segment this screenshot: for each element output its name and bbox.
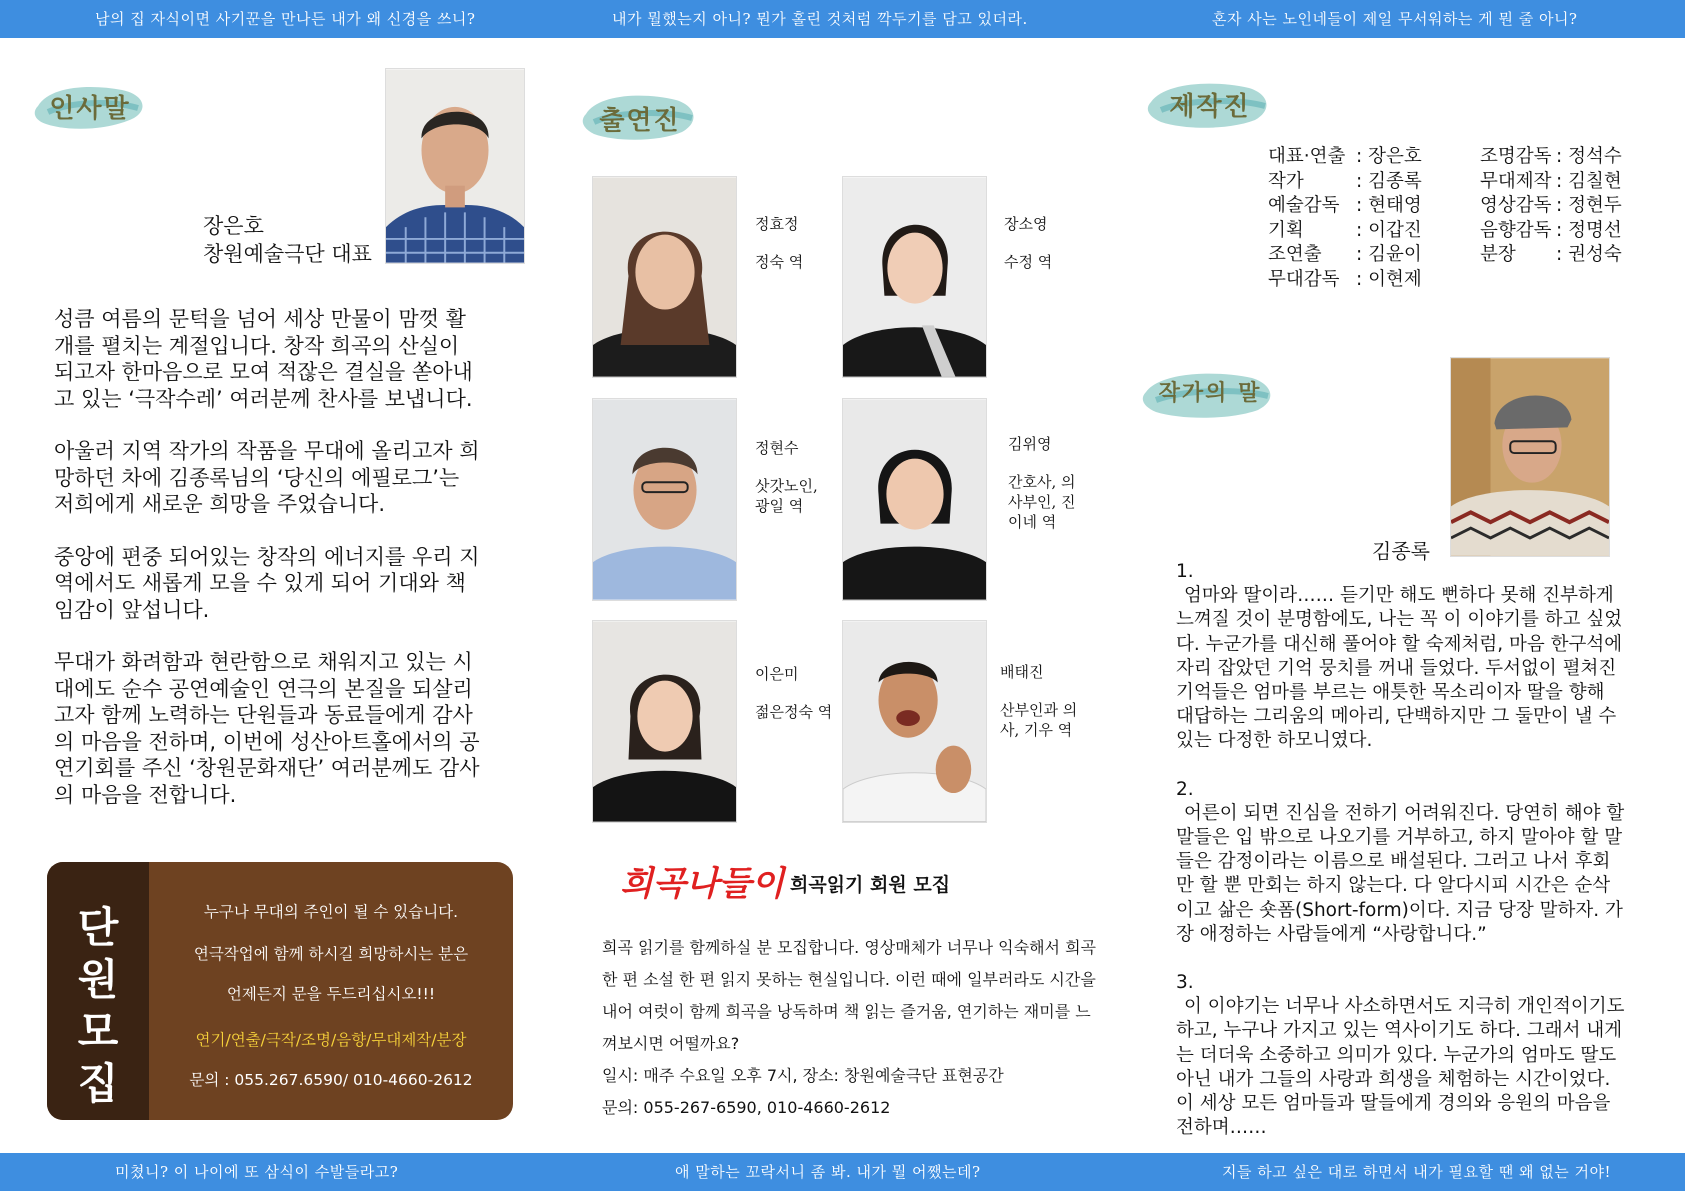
author-section-text: 어른이 되면 진심을 전하기 어려워진다. 당연히 해야 할 말들은 입 밖으로 나오기를 거부하고, 하지 말아야 할 말들은 감정이라는 이름으로 배설된다. 그러고 나서 후회만 할 뿐 만회는 하지 않는다. 다 알다시피 시간은 순삭이고 삶은 숏폼(Short-form)이다. 지금 당장 말하자. 가장 애정하는 사람들에게 “사랑합니다.” [1176, 802, 1625, 945]
greeting-paragraph: 중앙에 편중 되어있는 창작의 에너지를 우리 지역에서도 새롭게 모을 수 있게 되어 기대와 책임감이 앞섭니다. [54, 544, 480, 622]
recruit-line-2: 연극작업에 함께 하시길 희망하시는 분은 [193, 945, 469, 963]
director-name: 장은호 [203, 214, 264, 238]
director-title: 창원예술극단 대표 [203, 242, 372, 266]
cast-name-1: 정효정 [755, 215, 799, 233]
top-quote-1: 남의 집 자식이면 사기꾼을 만나든 내가 왜 신경을 쓰니? [95, 10, 476, 28]
greeting-paragraph: 아울러 지역 작가의 작품을 무대에 올리고자 희망하던 차에 김종록님의 ‘당신의 에필로그’는 저희에게 새로운 희망을 주었습니다. [54, 439, 480, 516]
staff-row: 조연출 : 김윤이 [1268, 244, 1422, 265]
script-club-schedule: 일시: 매주 수요일 오후 7시, 장소: 창원예술극단 표현공간 [602, 1066, 1004, 1085]
cast-photo-6 [842, 620, 987, 823]
cast-name-4: 김위영 [1008, 435, 1052, 453]
author-badge [1140, 360, 1280, 420]
cast-role-6: 산부인과 의사, 기우 역 [1000, 701, 1078, 739]
staff-row: 분장 : 권성숙 [1480, 244, 1622, 265]
staff-list-left [1268, 145, 1422, 292]
author-section-text: 이 이야기는 너무나 사소하면서도 지극히 개인적이기도 하고, 누구나 가지고 있는 역사이기도 하다. 그래서 내게는 더더욱 소중하고 의미가 있다. 누군가의 엄마도 딸도 아닌 내가 그들의 사랑과 희생을 체험하는 시간이었다. 이 세상 모든 엄마들과 딸들에게 경의와 응원의 마음을 전하며…… [1176, 996, 1625, 1139]
script-club-title: 희곡나들이 [620, 864, 785, 904]
cast-name-5: 이은미 [755, 665, 799, 683]
recruit-line-1: 누구나 무대의 주인이 될 수 있습니다. [203, 903, 459, 921]
staff-row: 예술감독 : 현태영 [1268, 195, 1422, 216]
greeting-paragraph: 무대가 화려함과 현란함으로 채워지고 있는 시대에도 순수 공연예술인 연극의 본질을 되살리고자 함께 노력하는 단원들과 동료들에게 감사의 마음을 전하며, 이번에 성산아트홀에서의 공연기회를 주신 ‘창원문화재단’ 여러분께도 감사의 마음을 전합니다. [54, 650, 480, 807]
script-club-body [602, 932, 1102, 1124]
cast-name-6: 배태진 [1000, 663, 1044, 681]
script-club-contact: 문의: 055-267-6590, 010-4660-2612 [602, 1098, 891, 1117]
cast-name-2: 장소영 [1004, 215, 1048, 233]
author-photo [1450, 357, 1610, 557]
recruit-contact: 문의 : 055.267.6590/ 010-4660-2612 [189, 1071, 473, 1089]
author-name: 김종록 [1372, 539, 1430, 563]
author-badge-label: 작가의 말 [1158, 380, 1262, 406]
author-section-text: 엄마와 딸이라…… 듣기만 해도 뻔하다 못해 진부하게 느껴질 것이 분명함에도, 나는 꼭 이 이야기를 하고 싶었다. 누군가를 대신해 풀어야 할 숙제처럼, 마음 한구석에 자리 잡았던 기억 뭉치를 꺼내 들었다. 두서없이 펼쳐진 기억들은 엄마를 부르는 애틋한 목소리이자 딸을 향해 대답하는 그리움의 메아리, 단백하지만 그 둘만이 낼 수 있는 다정한 하모니였다. [1176, 585, 1623, 752]
staff-badge [1145, 70, 1275, 130]
staff-row: 작가 : 김종록 [1268, 170, 1422, 192]
greeting-badge [30, 72, 150, 132]
greeting-body [54, 306, 484, 834]
director-photo [385, 68, 525, 264]
cast-role-4: 간호사, 의사부인, 진이네 역 [1008, 473, 1076, 531]
cast-role-3: 삿갓노인, 광일 역 [755, 477, 818, 515]
cast-badge [580, 84, 700, 144]
top-quote-band [0, 0, 1685, 38]
cast-name-3: 정현수 [755, 439, 799, 457]
bottom-quote-3: 지들 하고 싶은 대로 하면서 내가 필요할 땐 왜 없는 거야! [1222, 1163, 1611, 1181]
staff-row: 무대제작 : 김칠현 [1480, 170, 1622, 192]
author-section-number: 3. [1176, 972, 1194, 994]
top-quote-3: 혼자 사는 노인네들이 제일 무서워하는 게 뭔 줄 아니? [1212, 10, 1578, 28]
staff-row: 무대감독 : 이현제 [1268, 268, 1422, 290]
cast-photo-2 [842, 176, 987, 378]
cast-role-1: 정숙 역 [755, 253, 804, 271]
recruit-line-3: 언제든지 문을 두드리십시오!!! [226, 985, 436, 1003]
greeting-paragraph: 성큼 여름의 문턱을 넘어 세상 만물이 맘껏 활개를 펼치는 계절입니다. 창작 희곡의 산실이 되고자 한마음으로 모여 적잖은 결실을 쏟아내고 있는 ‘극작수레’ 여러분께 찬사를 보냅니다. [54, 307, 473, 411]
cast-badge-label: 출연진 [599, 106, 681, 136]
top-quote-2: 내가 뭘했는지 아니? 뭔가 홀린 것처럼 깍두기를 담고 있더라. [612, 10, 1028, 28]
cast-photo-4 [842, 398, 987, 601]
staff-row: 음향감독 : 정명선 [1480, 219, 1622, 241]
recruit-side-label: 단 원 모 집 [47, 862, 149, 1120]
staff-list-right [1480, 145, 1622, 268]
cast-photo-3 [592, 398, 737, 601]
cast-role-2: 수정 역 [1004, 253, 1053, 271]
staff-row: 대표·연출 : 장은호 [1268, 146, 1422, 167]
bottom-quote-2: 애 말하는 꼬락서니 좀 봐. 내가 뭘 어쨌는데? [675, 1163, 981, 1181]
author-section-number: 1. [1176, 561, 1194, 582]
staff-row: 영상감독 : 정현두 [1480, 195, 1622, 216]
script-club-subtitle: 희곡읽기 회원 모집 [790, 874, 951, 896]
staff-row: 조명감독 : 정석수 [1480, 146, 1622, 167]
greeting-badge-label: 인사말 [49, 94, 131, 124]
staff-row: 기획 : 이갑진 [1268, 219, 1422, 241]
bottom-quote-1: 미쳤니? 이 나이에 또 삼식이 수발들라고? [115, 1163, 399, 1181]
bottom-quote-band [0, 1153, 1685, 1191]
author-note [1176, 560, 1626, 1164]
script-club-description: 희곡 읽기를 함께하실 분 모집합니다. 영상매체가 너무나 익숙해서 희곡 한 편 소설 한 편 읽지 못하는 현실입니다. 이런 때에 일부러라도 시간을 내어 여럿이 함께 희곡을 낭독하며 책 읽는 즐거움, 연기하는 재미를 느껴보시면 어떨까요? [602, 938, 1096, 1053]
member-recruit-panel [47, 862, 513, 1120]
cast-photo-1 [592, 176, 737, 378]
cast-role-5: 젊은정숙 역 [755, 703, 833, 721]
author-section-number: 2. [1176, 778, 1194, 800]
recruit-fields: 연기/연출/극작/조명/음향/무대제작/분장 [195, 1031, 467, 1049]
cast-photo-5 [592, 620, 737, 823]
staff-badge-label: 제작진 [1169, 92, 1251, 122]
